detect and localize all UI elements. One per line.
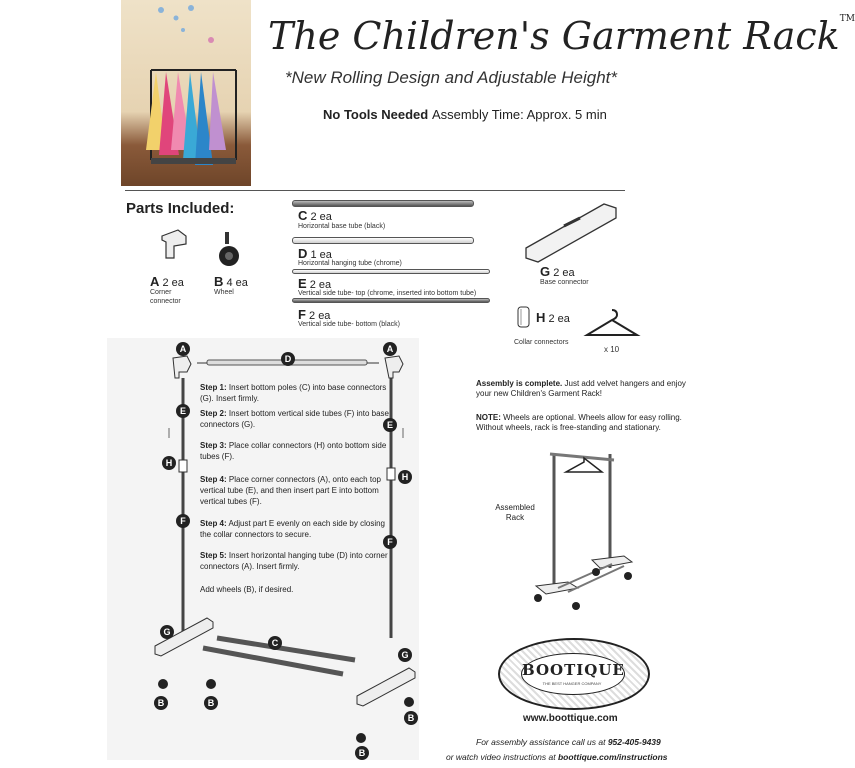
video-link[interactable]: boottique.com/instructions: [557, 752, 668, 762]
part-a-label: A 2 ea: [150, 274, 184, 289]
page-subtitle: *New Rolling Design and Adjustable Height*: [285, 68, 618, 87]
assembly-time-text: Assembly Time: Approx. 5 min: [432, 107, 607, 122]
assembly-complete-note: Assembly is complete. Just add velvet hangers and enjoy your new Children's Garment Rack!: [476, 379, 686, 398]
base-connector-icon: [524, 200, 620, 267]
part-d-label: D 1 ea: [298, 246, 332, 261]
no-tools-text: No Tools Needed: [323, 107, 429, 122]
assistance-phone-text: For assembly assistance call us at 952-405-9439: [476, 737, 661, 747]
diagram-label: B: [154, 696, 168, 710]
part-h-name: Collar connectors: [514, 339, 569, 346]
part-d-tube: [292, 237, 474, 244]
wheels-note: NOTE: Wheels are optional. Wheels allow for easy rolling. Without wheels, rack is free-standing and stationary.: [476, 413, 682, 432]
part-c-name: Horizontal base tube (black): [298, 223, 386, 230]
assembled-rack-image: [528, 448, 638, 617]
part-h-label: H 2 ea: [536, 310, 570, 325]
diagram-label: A: [383, 342, 397, 356]
corner-connector-icon: [158, 228, 188, 265]
hanger-icon: [584, 308, 640, 343]
part-d-name: Horizontal hanging tube (chrome): [298, 260, 402, 267]
part-b-name: Wheel: [214, 289, 234, 296]
video-instructions-text: or watch video instructions at boottique.com/instructions: [446, 752, 668, 762]
part-e-tube: [292, 269, 490, 274]
diagram-label: F: [176, 514, 190, 528]
step-4: Step 4: Place corner connectors (A), onto each top vertical tube (E), and then insert part E into bottom vertical tubes (F).: [200, 475, 381, 506]
part-c-label: C 2 ea: [298, 208, 332, 223]
part-b-label: B 4 ea: [214, 274, 248, 289]
diagram-label: B: [404, 711, 418, 725]
diagram-label: B: [204, 696, 218, 710]
diagram-label: F: [383, 535, 397, 549]
step-5: Step 5: Insert horizontal hanging tube (D) into corner connectors (A). Insert firmly.: [200, 551, 388, 571]
diagram-label: D: [281, 352, 295, 366]
brand-name: BOOTIQUE: [522, 661, 625, 679]
part-e-label: E 2 ea: [298, 276, 332, 291]
part-c-tube: [292, 200, 474, 207]
parts-heading: Parts Included:: [126, 200, 235, 217]
brand-tagline: THE BEST HANGER COMPANY: [542, 681, 602, 686]
diagram-label: H: [398, 470, 412, 484]
wheel-icon: [218, 232, 242, 273]
diagram-label: B: [355, 746, 369, 760]
diagram-label: C: [268, 636, 282, 650]
page-title: The Children's Garment Rack™: [268, 14, 855, 58]
add-wheels-note: Add wheels (B), if desired.: [200, 585, 294, 594]
part-f-name: Vertical side tube- bottom (black): [298, 321, 400, 328]
hanger-qty: x 10: [604, 345, 620, 354]
part-f-tube: [292, 298, 490, 303]
step-4b: Step 4: Adjust part E evenly on each side by closing the collar connectors to secure.: [200, 519, 385, 539]
step-3: Step 3: Place collar connectors (H) onto bottom side tubes (F).: [200, 441, 387, 461]
part-e-name: Vertical side tube- top (chrome, inserted into bottom tube): [298, 290, 477, 297]
diagram-label: H: [162, 456, 176, 470]
collar-connector-icon: [517, 306, 531, 333]
website-link[interactable]: www.boottique.com: [523, 713, 618, 724]
assembled-rack-label: Assembled Rack: [495, 503, 535, 522]
diagram-label: E: [383, 418, 397, 432]
step-2: Step 2: Insert bottom vertical side tubes (F) into base connectors (G).: [200, 409, 389, 429]
part-f-label: F 2 ea: [298, 307, 331, 322]
divider: [125, 190, 625, 191]
diagram-label: G: [398, 648, 412, 662]
part-g-label: G 2 ea: [540, 264, 575, 279]
step-1: Step 1: Insert bottom poles (C) into base connectors (G). Insert firmly.: [200, 383, 387, 403]
diagram-label: E: [176, 404, 190, 418]
part-a-name: Corner connector: [150, 289, 181, 305]
part-g-name: Base connector: [540, 279, 589, 286]
diagram-label: A: [176, 342, 190, 356]
product-photo: [121, 0, 251, 186]
diagram-label: G: [160, 625, 174, 639]
